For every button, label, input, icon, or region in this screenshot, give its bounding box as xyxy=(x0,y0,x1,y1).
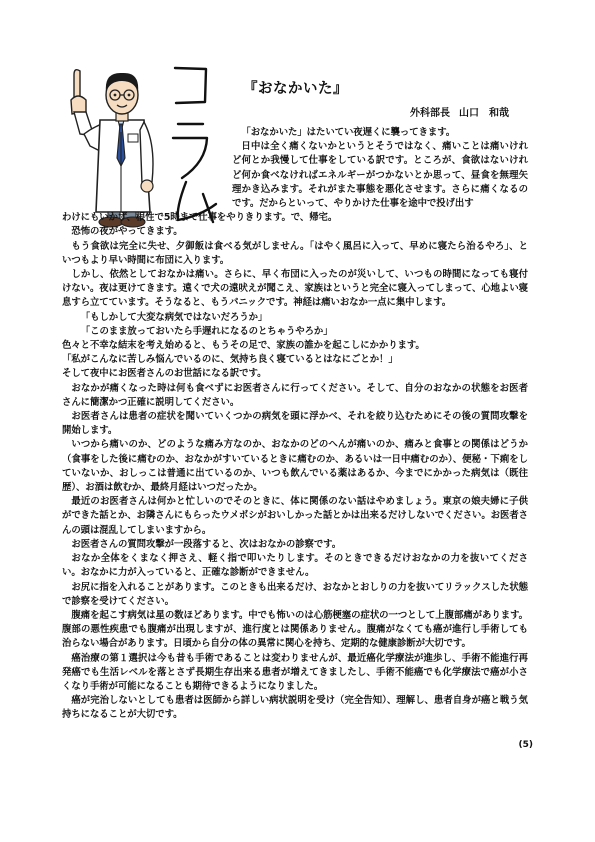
paragraph: 「このまま放っておいたら手遅れになるのとちゃうやろか」 xyxy=(80,325,333,337)
paragraph: もう食欲は完全に失せ、夕御飯は食べる気がしません。「はやく風呂に入って、早めに寝たら治るやろ」、といつもより早い時間に布団に入ります。 xyxy=(62,240,528,266)
paragraph: 色々と不幸な結末を考え始めると、もうその足で、家族の誰かを起こしにかかります。 xyxy=(62,340,425,352)
paragraph: そして夜中にお医者さんのお世話になる訳です。 xyxy=(62,368,267,380)
article-title: 『おなかいた』 xyxy=(243,81,348,97)
paragraph: 腹痛を起こす病気は星の数ほどあります。中でも怖いのは心筋梗塞の症状の一つとして上腹部痛があります。腹部の悪性疾患でも腹痛が出現しますが、進行度とは関係ありません。腹痛がなくても癌が進行し手術しても治らない場合があります。日頃から自分の体の異常に関心を持ち、定期的な健康診断が大切です。 xyxy=(62,609,528,650)
wrapped-text xyxy=(62,140,528,211)
wrapped-text xyxy=(62,126,528,140)
paragraph: お医者さんの質問攻撃が一段落すると、次はおなかの診察です。 xyxy=(71,538,342,550)
paragraph: わけにもいかず、根性で5時まで仕事をやりきります。で、帰宅。 xyxy=(62,212,338,224)
author-position: 外科部長 xyxy=(410,108,450,119)
paragraph: お医者さんは患者の症状を聞いていくつかの病気を頭に浮かべ、それを絞り込むためにその後の質問攻撃を開始します。 xyxy=(62,411,528,437)
paragraph: いつから痛いのか、どのような痛み方なのか、おなかのどのへんが痛いのか、痛みと食事との関係はどうか（食事をした後に痛むのか、おなかがすいているときに痛むのか、あるいは一日中痛むのか）、便秘・下痢をしていないか、おしっこは普通に出ているのか、いつも飲んでいる薬はあるか、今までにかかった病気は（既往歴）、お酒は飲むか、最終月経はいつだったか。 xyxy=(62,439,528,494)
paragraph: お尻に指を入れることがあります。このときも出来るだけ、おなかとおしりの力を抜いてリラックスした状態で診察を受けてください。 xyxy=(62,581,528,607)
paragraph: 癌治療の第１選択は今も昔も手術であることは変わりませんが、最近癌化学療法が進歩し、手術不能進行再発癌でも生活レベルを落とさず長期生存出来る患者が増えてきましたし、手術不能癌でも化学療法で癌が小さくなり手術が可能になることも期待できるようになりました。 xyxy=(62,652,528,692)
paragraph: おなか全体をくまなく押さえ、軽く指で叩いたりします。そのときできるだけおなかの力を抜いてください。おなかに力が入っていると、正確な診断ができません。 xyxy=(62,553,528,579)
paragraph: 恐怖の夜がやってきます。 xyxy=(71,226,183,238)
paragraph: 「おなかいた」はたいてい夜遅くに襲ってきます。 xyxy=(241,127,456,138)
paragraph: 「私がこんなに苦しみ悩んでいるのに、気持ち良く寝ているとはなにごとか！」 xyxy=(62,354,398,366)
article-body xyxy=(62,126,528,723)
author-name: 山口 和哉 xyxy=(459,108,509,119)
paragraph: おなかが痛くなった時は何も食べずにお医者さんに行ってください。そして、自分のおなかの状態をお医者さんに簡潔かつ正確に説明してください。 xyxy=(62,382,528,408)
paragraph: 「もしかして大変な病気ではないだろうか」 xyxy=(80,311,268,323)
page-number: (5) xyxy=(518,740,533,750)
paragraph: しかし、依然としておなかは痛い。さらに、早く布団に入ったのが災いして、いつもの時間になっても寝付けない。夜は更けてきます。遠くで犬の遠吠えが聞こえ、家族はというと完全に寝入ってしまって、心地よい寝息すら立てています。そうなると、もうパニックです。神経は痛いおなか一点に集中します。 xyxy=(62,269,528,309)
author-line xyxy=(401,104,509,119)
paragraph: 最近のお医者さんは何かと忙しいのでそのときに、体に関係のない話はやめましょう。東京の娘夫婦に子供ができた話とか、お隣さんにもらったウメボシがおいしかった話とかは出来るだけしないでください。お医者さんの頭は混乱してしまいますから。 xyxy=(62,496,528,536)
paragraph: 日中は全く痛くないかというとそうではなく、痛いことは痛いけれど何とか我慢して仕事をしている訳です。ところが、食欲はないけれど何か食べなければエネルギーがつかないとか思って、昼食を無理矢理かき込みます。それがまた事態を悪化させます。さらに痛くなるのです。だからといって、やりかけた仕事を途中で投げ出す xyxy=(232,141,528,210)
paragraph: 癌が完治しないとしても患者は医師から詳しい病状説明を受け（完全告知）、理解し、患者自身が癌と戦う気持ちになることが大切です。 xyxy=(62,695,528,721)
